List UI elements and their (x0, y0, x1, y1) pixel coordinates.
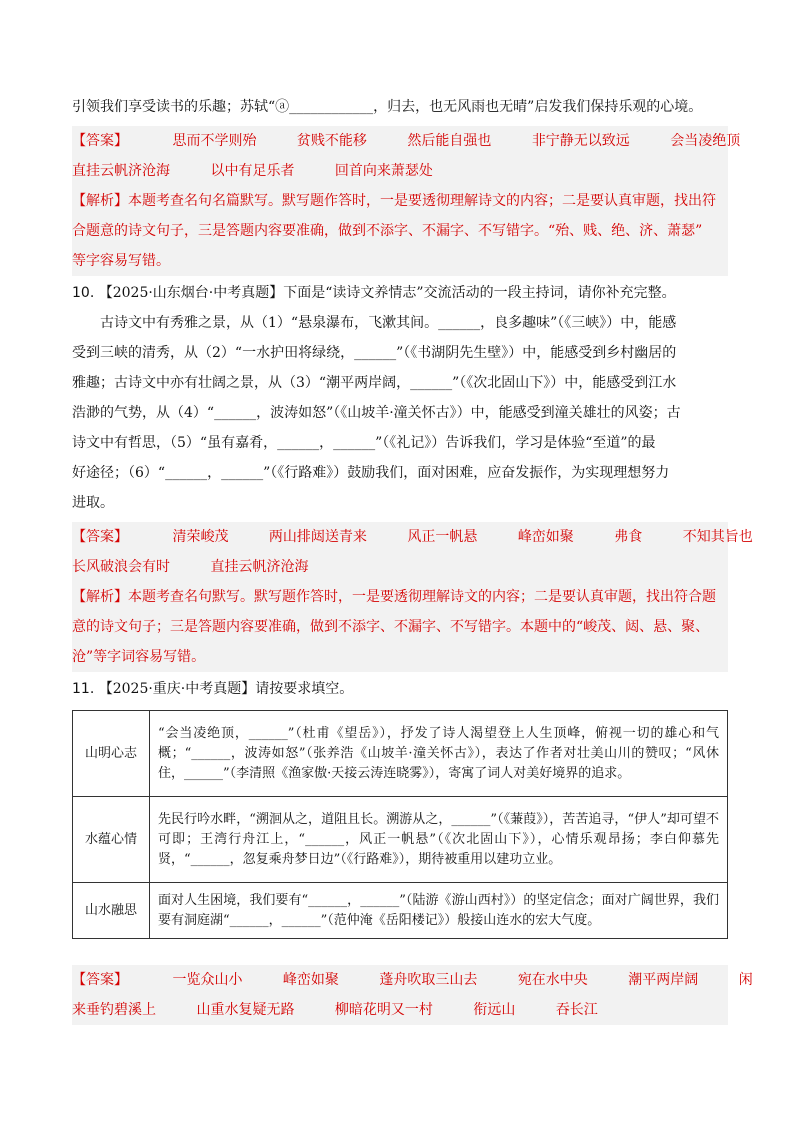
q10-analysis-line-2: 意的诗文句子；三是答题内容要准确，做到不添字、不漏字、不写错字。本题中的“峻茂、闼、悬、聚、 (72, 619, 710, 635)
answer-item: 长风破浪会有时 (72, 559, 170, 575)
row-text: 面对人生困境，我们要有“______，______”（陆游《游山西村》）的坚定信念；面对广阔世界，我们要有洞庭湖“______，______”（范仲淹《岳阳楼记》）般接山连水的宏大气度。 (150, 883, 728, 939)
answer-item: 弗食 (614, 529, 643, 545)
answer-item: 不知其旨也 (682, 529, 753, 545)
q10-analysis-line-1 (72, 582, 728, 612)
answer-item: 贫贱不能移 (296, 133, 367, 149)
question-source: 【2025·山东烟台·中考真题】 (98, 285, 284, 301)
row-text: 先民行吟水畔，“溯洄从之，道阻且长。溯游从之，______”（《蒹葭》），苦苦追寻，“伊人”却可望不可即；王湾行舟江上，“______，风正一帆悬”（《次北固山下》），心情乐观昂扬；李白仰慕先贤，“______，忽复乘舟梦日边”（《行路难》），期待被重用以建功立业。 (150, 797, 728, 883)
table-row (73, 797, 728, 883)
answer-item: 以中有足乐者 (210, 163, 295, 179)
document-page (72, 92, 753, 1025)
answer-item: 山重水复疑无路 (196, 1002, 295, 1018)
q9-answer-row-2 (72, 156, 728, 186)
answer-item: 清荣峻茂 (172, 529, 229, 545)
q10-title (72, 278, 728, 308)
analysis-label: 【解析】 (72, 193, 128, 209)
q10-passage (72, 308, 728, 518)
answer-item: 闲 (738, 972, 753, 988)
answer-item: 一览众山小 (172, 972, 243, 988)
answer-item: 直挂云帆济沧海 (210, 559, 309, 575)
question-source: 【2025·重庆·中考真题】 (98, 681, 256, 697)
answer-item: 峰峦如聚 (517, 529, 574, 545)
q10-answer-block (72, 522, 753, 672)
q11-answer-row-1 (72, 965, 753, 995)
q10-answer-row-2 (72, 552, 728, 582)
analysis-label: 【解析】 (72, 589, 128, 605)
answer-item: 直挂云帆济沧海 (72, 163, 170, 179)
answer-item: 柳暗花明又一村 (334, 1002, 433, 1018)
answer-item: 吞长江 (555, 1002, 598, 1018)
answer-item: 峰峦如聚 (282, 972, 339, 988)
row-header: 水蕴心情 (73, 797, 150, 883)
q9-analysis-line-3: 等字容易写错。 (72, 253, 170, 269)
passage-line: 进取。 (72, 495, 114, 511)
analysis-text: 本题考查名句默写。默写题作答时，一是要透彻理解诗文的内容；二是要认真审题，找出符合题 (128, 589, 716, 605)
spacer (72, 939, 728, 961)
row-header: 山水融思 (73, 883, 150, 939)
q9-analysis-line-2: 合题意的诗文句子，三是答题内容要准确，做到不添字、不漏字、不写错字。“殆、贱、绝、济、萧瑟” (72, 223, 703, 239)
table-row (73, 711, 728, 797)
question-number: 11. (72, 681, 95, 697)
answer-label: 【答案】 (72, 972, 128, 988)
passage-line: 浩渺的气势，从（4）“______，波涛如怒”（《山坡羊·潼关怀古》）中，能感受到潼关雄壮的风姿；古 (72, 405, 681, 421)
table-row (73, 883, 728, 939)
q9-analysis-line-1 (72, 186, 728, 216)
answer-item: 会当凌绝顶 (670, 133, 741, 149)
row-text: “会当凌绝顶，______”（杜甫《望岳》），抒发了诗人渴望登上人生顶峰，俯视一切的雄心和气概；“______，波涛如怒”（张养浩《山坡羊·潼关怀古》），表达了作者对壮美山川的赞叹；“风休住，______”（李清照《渔家傲·天接云涛连晓雾》），寄寓了词人对美好境界的追求。 (150, 711, 728, 797)
passage-line: 雅趣；古诗文中亦有壮阔之景，从（3）“潮平两岸阔，______”（《次北固山下》）中，能感受到江水 (72, 375, 677, 391)
q10-answer-row-1 (72, 522, 753, 552)
passage-line: 好途径；（6）“______，______”（《行路难》）鼓励我们，面对困难，应奋发振作，为实现理想努力 (72, 465, 670, 481)
analysis-text: 本题考查名句名篇默写。默写题作答时，一是要透彻理解诗文的内容；二是要认真审题，找出符 (128, 193, 716, 209)
answer-item: 思而不学则殆 (172, 133, 257, 149)
answer-item: 潮平两岸阔 (628, 972, 699, 988)
q9-answer-block (72, 126, 741, 276)
q9-answer-row-1 (72, 126, 741, 156)
passage-line: 受到三峡的清秀，从（2）“一水护田将绿绕，______”（《书湖阴先生壁》）中，能感受到乡村幽居的 (72, 345, 677, 361)
answer-item: 来垂钓碧溪上 (72, 1002, 156, 1018)
question-number: 10. (72, 285, 95, 301)
answer-item: 回首向来萧瑟处 (334, 163, 433, 179)
row-header: 山明心志 (73, 711, 150, 797)
answer-item: 衔远山 (473, 1002, 516, 1018)
continued-question-text: 引领我们享受读书的乐趣；苏轼“ⓐ____________，归去，也无风雨也无晴”启发我们保持乐观的心境。 (72, 99, 703, 115)
passage-line: 诗文中有哲思，（5）“虽有嘉肴，______，______”（《礼记》）告诉我们，学习是体验“至道”的最 (72, 435, 656, 451)
q11-answer-block (72, 965, 753, 1025)
answer-item: 非宁静无以致远 (531, 133, 630, 149)
answer-item: 宛在水中央 (517, 972, 588, 988)
question-prompt: 下面是“读诗文养情志”交流活动的一段主持词，请你补充完整。 (283, 285, 676, 301)
answer-label: 【答案】 (72, 529, 128, 545)
answer-item: 两山排闼送青来 (268, 529, 367, 545)
answer-item: 蓬舟吹取三山去 (379, 972, 478, 988)
answer-label: 【答案】 (72, 133, 128, 149)
passage-line: 古诗文中有秀雅之景，从（1）“悬泉瀑布，飞漱其间。______，良多趣味”（《三峡》）中，能感 (100, 315, 677, 331)
question-prompt: 请按要求填空。 (255, 681, 354, 697)
q11-answer-row-2 (72, 995, 728, 1025)
q10-analysis-line-3: 沧”等字词容易写错。 (72, 649, 206, 665)
answer-item: 风正一帆悬 (407, 529, 478, 545)
q11-table (72, 710, 728, 939)
q11-title (72, 674, 728, 704)
answer-item: 然后能自强也 (407, 133, 492, 149)
